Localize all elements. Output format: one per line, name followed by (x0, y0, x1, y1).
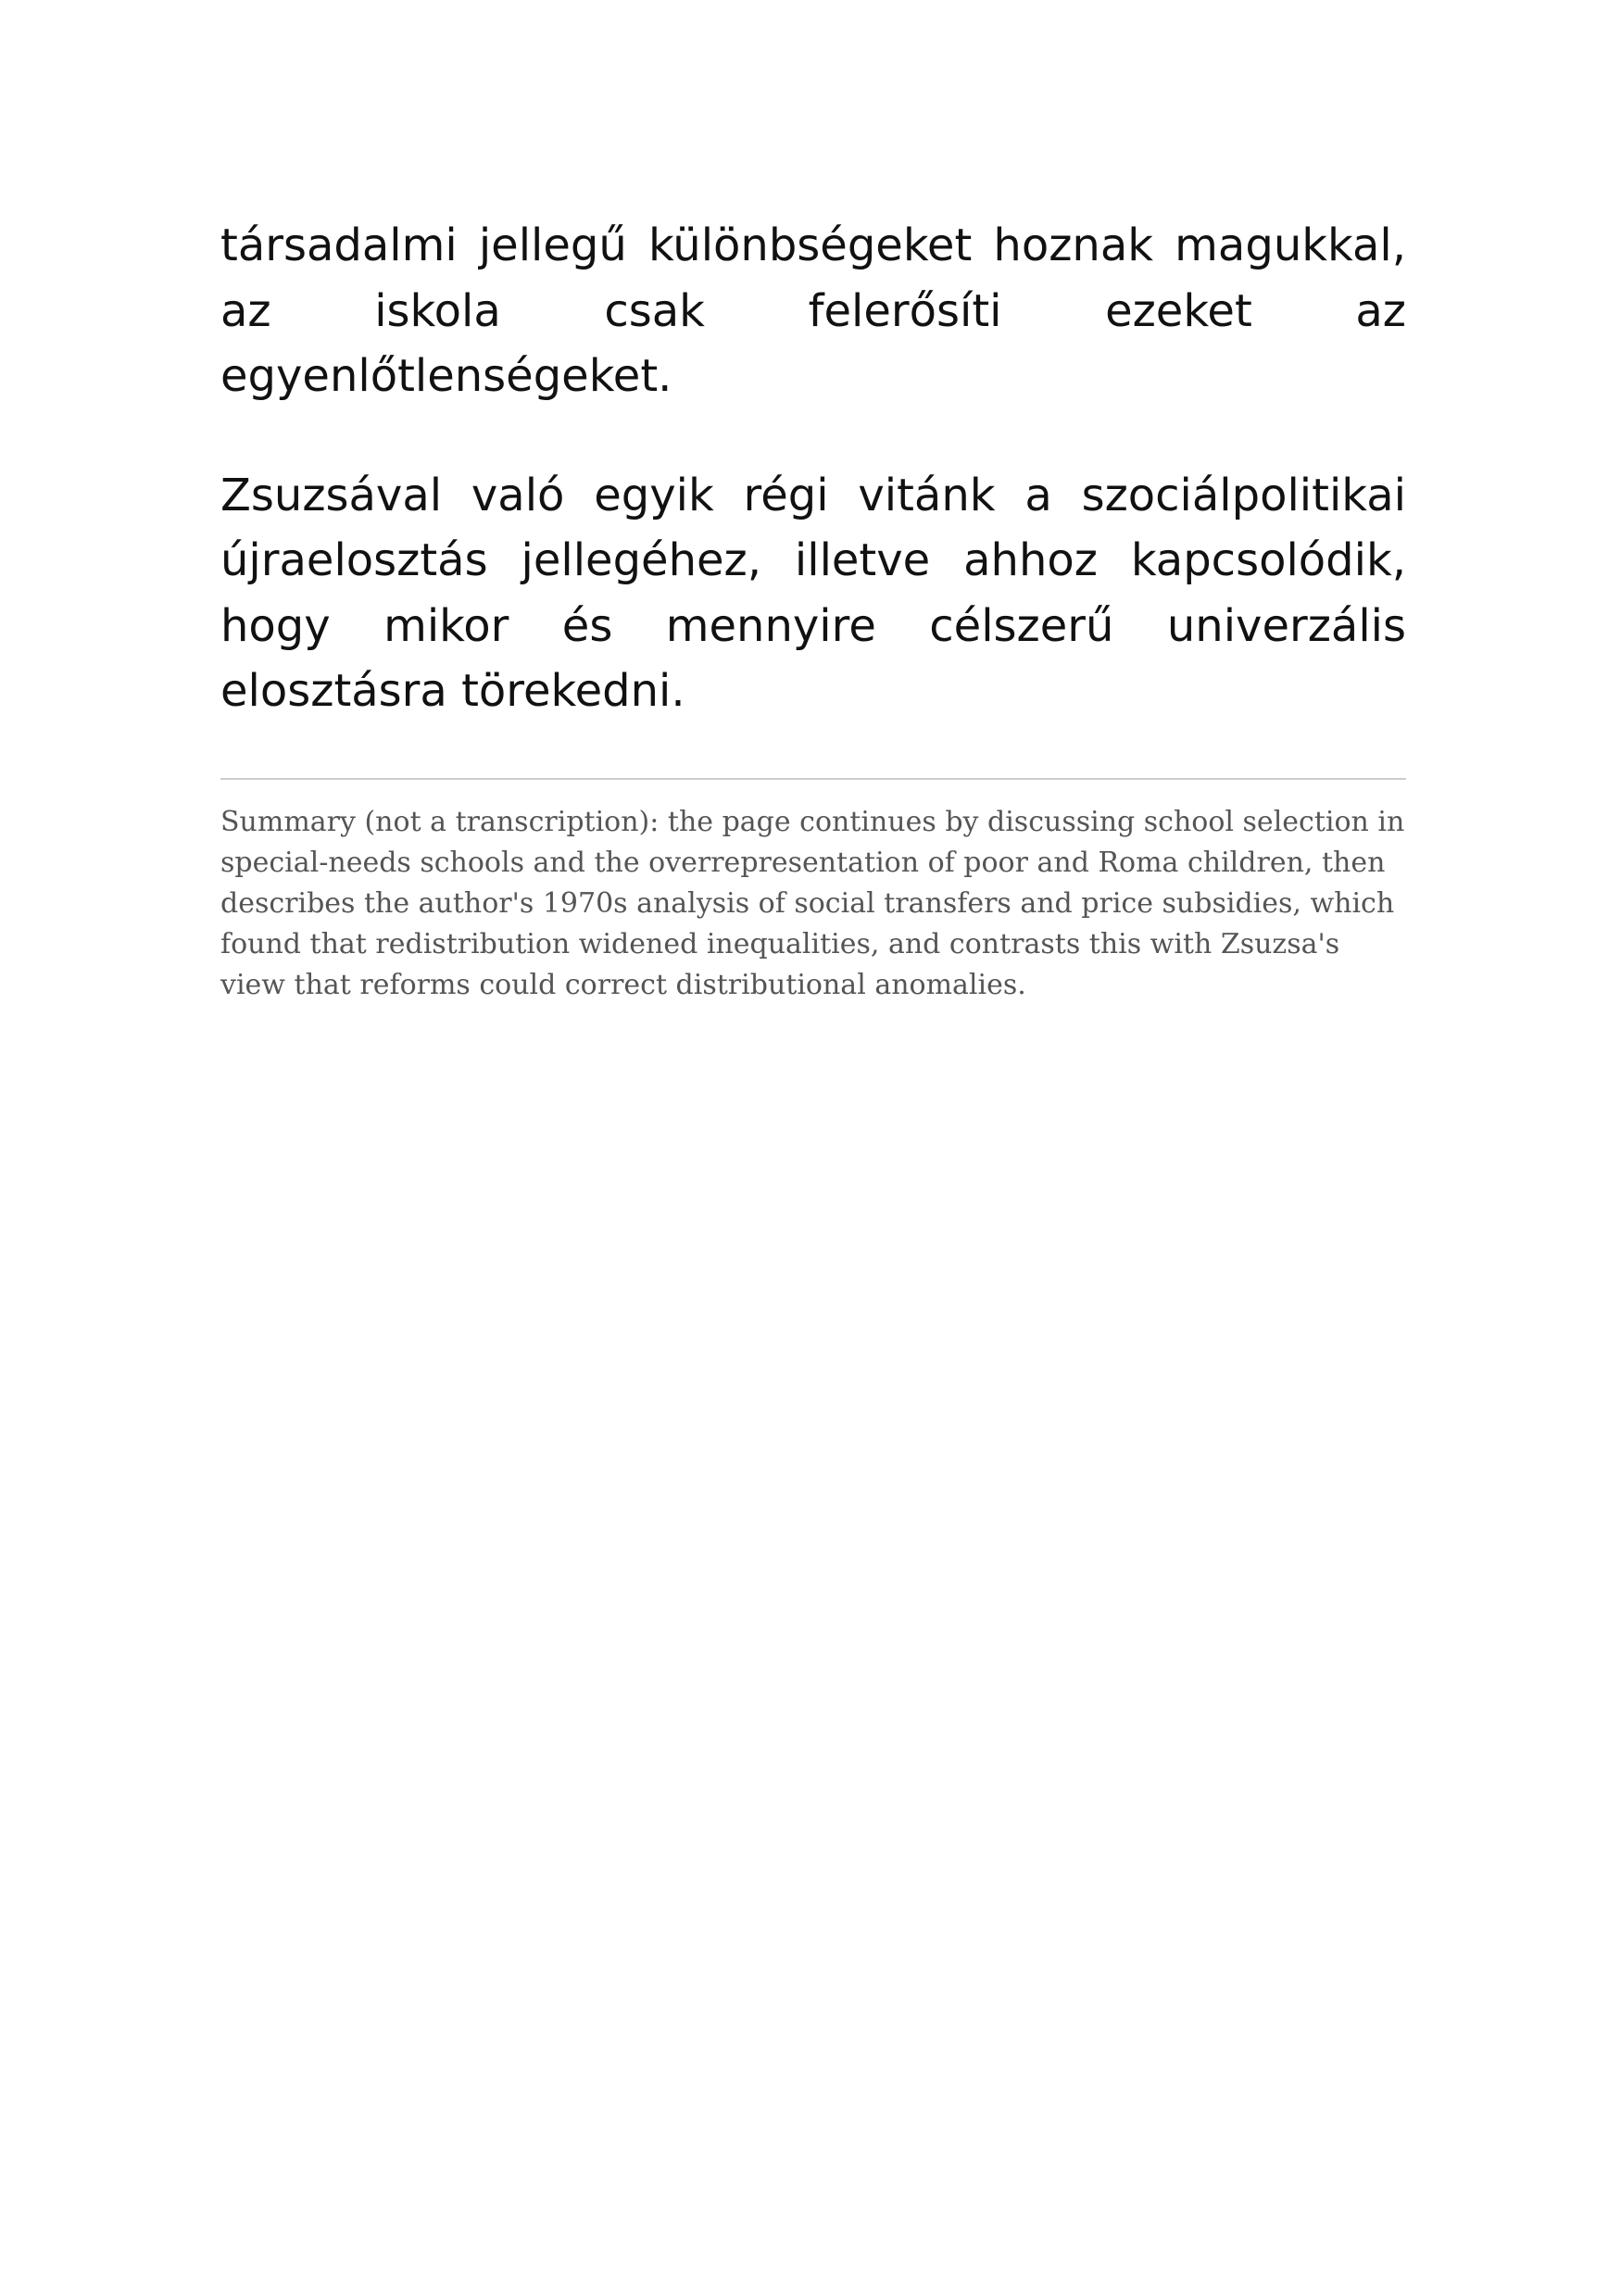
document-page (220, 213, 1406, 1006)
paragraph-1-excerpt: társadalmi jellegű különbségeket hoznak magukkal, az iskola csak felerősíti ezeket az egyenlőtlenségeket. (220, 220, 1406, 402)
content-summary: Summary (not a transcription): the page continues by discussing school selection in special-needs schools and the overrepresentation of poor and Roma children, then describes the author's 1970s analysis of social transfers and price subsidies, which found that redistribution widened inequalities, and contrasts this with Zsuzsa's view that reforms could correct distributional anomalies. (220, 778, 1406, 1006)
paragraph-2-excerpt: Zsuzsával való egyik régi vitánk a szociálpolitikai újraelosztás jellegéhez, illetve ahhoz kapcsolódik, hogy mikor és mennyire célszerű univerzális elosztásra törekedni. (220, 469, 1406, 717)
